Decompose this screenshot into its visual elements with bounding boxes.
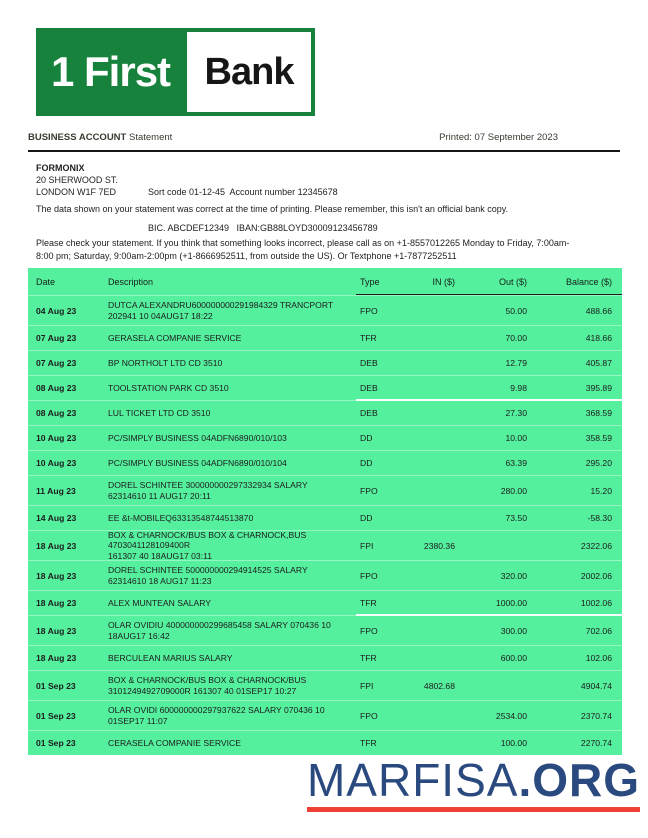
check-statement-note	[36, 237, 636, 262]
cell-type: TFR	[360, 598, 377, 608]
cell-type: DEB	[360, 408, 378, 418]
cell-date: 18 Aug 23	[36, 653, 77, 663]
cell-balance: 2322.06	[580, 540, 612, 551]
cell-out: 300.00	[500, 625, 527, 636]
cell-description: DUTCA ALEXANDRU600000000291984329 TRANCPORT 202941 10 04AUG17 18:22	[108, 300, 334, 321]
cell-date: 01 Sep 23	[36, 710, 76, 721]
cell-out: 2534.00	[495, 710, 527, 721]
cell-description: TOOLSTATION PARK CD 3510	[108, 382, 229, 393]
cell-out: 320.00	[500, 570, 527, 581]
cell-description: BERCULEAN MARIUS SALARY	[108, 652, 233, 663]
table-row	[28, 530, 622, 560]
marfisa-logo	[307, 756, 640, 812]
cell-in: 4802.68	[423, 680, 455, 691]
cell-date: 04 Aug 23	[36, 305, 77, 316]
address-line-2: LONDON W1F 7ED	[36, 187, 117, 197]
cell-in: 2380.36	[423, 540, 455, 551]
check-statement-line-1: Please check your statement. If you think that something looks incorrect, please call as on +1-8557012265 Monday to Friday, 7:00am-	[36, 238, 570, 248]
cell-out: 63.39	[505, 458, 527, 468]
marfisa-wordmark	[307, 756, 640, 804]
col-header-description: Description	[108, 276, 154, 287]
cell-balance: 295.20	[585, 458, 612, 468]
cell-balance: 2370.74	[580, 710, 612, 721]
first-bank-logo	[36, 28, 315, 116]
cell-out: 280.00	[500, 485, 527, 496]
table-row	[28, 400, 622, 425]
cell-type: FPO	[360, 710, 378, 721]
cell-balance: 368.59	[585, 408, 612, 418]
logo-bank-box	[187, 32, 311, 112]
cell-date: 01 Sep 23	[36, 680, 76, 691]
table-row	[28, 615, 622, 645]
cell-type: DEB	[360, 358, 378, 368]
marfisa-brand-main: MARFISA	[306, 754, 519, 806]
cell-balance: 405.87	[585, 358, 612, 368]
cell-out: 100.00	[500, 738, 527, 748]
cell-description: BOX & CHARNOCK/BUS BOX & CHARNOCK,BUS 4703041128109400R 161307 40 18AUG17 03:11	[108, 529, 307, 561]
table-header-row	[28, 268, 622, 295]
cell-description: OLAR OVIDIU 400000000299685458 SALARY 070436 10 18AUG17 16:42	[108, 620, 331, 641]
table-body	[28, 295, 622, 755]
col-header-out: Out ($)	[498, 276, 527, 287]
cell-balance: 1002.06	[580, 598, 612, 608]
logo-first-text: 1 First	[51, 48, 171, 95]
cell-balance: 2270.74	[580, 738, 612, 748]
cell-date: 11 Aug 23	[36, 485, 76, 496]
cell-description: BOX & CHARNOCK/BUS BOX & CHARNOCK/BUS 3101249492709000R 161307 40 01SEP17 10:27	[108, 675, 307, 696]
cell-date: 10 Aug 23	[36, 458, 77, 468]
table-row	[28, 730, 622, 755]
cell-description: DOREL SCHINTEE 500000000294914525 SALARY 62314610 18 AUG17 11:23	[108, 565, 308, 586]
printed-date: Printed: 07 September 2023	[439, 132, 558, 143]
cell-balance: 358.59	[585, 433, 612, 443]
cell-out: 73.50	[505, 513, 527, 523]
table-row	[28, 350, 622, 375]
logo-bank-text: Bank	[204, 50, 294, 93]
table-row	[28, 560, 622, 590]
cell-type: FPI	[360, 680, 374, 691]
cell-description: ALEX MUNTEAN SALARY	[108, 597, 211, 608]
data-correct-note: The data shown on your statement was correct at the time of printing. Please remember, this isn't an official bank copy.	[36, 204, 509, 214]
table-row	[28, 645, 622, 670]
cell-date: 18 Aug 23	[36, 625, 77, 636]
col-header-date: Date	[36, 276, 56, 287]
col-header-in: IN ($)	[432, 276, 455, 287]
cell-type: FPI	[360, 540, 374, 551]
cell-description: LUL TICKET LTD CD 3510	[108, 407, 211, 418]
cell-date: 14 Aug 23	[36, 513, 77, 523]
cell-type: TFR	[360, 653, 377, 663]
cell-date: 08 Aug 23	[36, 408, 77, 418]
cell-balance: 15.20	[590, 485, 612, 496]
cell-out: 600.00	[500, 653, 527, 663]
bic-iban: BIC. ABCDEF12349 IBAN:GB88LOYD30009123456789	[148, 223, 378, 233]
cell-out: 10.00	[505, 433, 527, 443]
statement-title-bold: BUSINESS ACCOUNT	[28, 132, 127, 143]
table-row	[28, 325, 622, 350]
cell-out: 50.00	[505, 305, 527, 316]
marfisa-underline	[307, 807, 640, 812]
cell-balance: -58.30	[587, 513, 612, 523]
statement-header	[28, 132, 620, 143]
cell-balance: 2002.06	[580, 570, 612, 581]
sort-code-account-number: Sort code 01-12-45 Account number 12345678	[148, 187, 338, 197]
cell-date: 07 Aug 23	[36, 358, 77, 368]
cell-out: 9.98	[510, 383, 527, 393]
cell-date: 18 Aug 23	[36, 570, 77, 581]
table-row	[28, 475, 622, 505]
address-line-1: 20 SHERWOOD ST.	[36, 175, 118, 185]
cell-out: 12.79	[505, 358, 527, 368]
table-row	[28, 590, 622, 615]
cell-type: FPO	[360, 305, 378, 316]
cell-type: FPO	[360, 485, 378, 496]
cell-date: 10 Aug 23	[36, 433, 77, 443]
cell-out: 27.30	[505, 408, 527, 418]
cell-balance: 395.89	[585, 383, 612, 393]
marfisa-brand-tld: .ORG	[518, 754, 640, 806]
cell-type: DD	[360, 513, 373, 523]
cell-date: 08 Aug 23	[36, 383, 77, 393]
cell-out: 1000.00	[495, 598, 527, 608]
cell-type: TFR	[360, 738, 377, 748]
header-divider	[28, 150, 620, 152]
table-row	[28, 450, 622, 475]
cell-date: 18 Aug 23	[36, 540, 77, 551]
cell-description: EE &t-MOBILEQ63313548744513870	[108, 512, 254, 523]
table-row	[28, 700, 622, 730]
cell-description: CERASELA COMPANIE SERVICE	[108, 737, 241, 748]
cell-balance: 488.66	[585, 305, 612, 316]
cell-description: OLAR OVIDI 600000000297937622 SALARY 070436 10 01SEP17 11:07	[108, 705, 325, 726]
transactions-table	[28, 268, 622, 755]
cell-balance: 702.06	[585, 625, 612, 636]
cell-description: DOREL SCHINTEE 300000000297332934 SALARY 62314610 11 AUG17 20:11	[108, 480, 308, 501]
table-row	[28, 375, 622, 400]
table-row	[28, 295, 622, 325]
cell-type: FPO	[360, 570, 378, 581]
cell-description: GERASELA COMPANIE SERVICE	[108, 332, 242, 343]
col-header-balance: Balance ($)	[565, 276, 612, 287]
cell-date: 01 Sep 23	[36, 738, 76, 748]
cell-balance: 418.66	[585, 333, 612, 343]
cell-out: 70.00	[505, 333, 527, 343]
cell-description: BP NORTHOLT LTD CD 3510	[108, 357, 223, 368]
cell-date: 18 Aug 23	[36, 598, 77, 608]
cell-description: PC/SIMPLY BUSINESS 04ADFN6890/010/104	[108, 457, 287, 468]
check-statement-line-2: 8:00 pm; Saturday, 9:00am-2:00pm (+1-8666952511, from outside the US). Or Textphone +1-7877252511	[36, 250, 457, 261]
cell-type: FPO	[360, 625, 378, 636]
cell-description: PC/SIMPLY BUSINESS 04ADFN6890/010/103	[108, 432, 287, 443]
cell-balance: 4904.74	[580, 680, 612, 691]
cell-balance: 102.06	[585, 653, 612, 663]
table-row	[28, 425, 622, 450]
statement-title-rest: Statement	[126, 132, 173, 143]
cell-date: 07 Aug 23	[36, 333, 77, 343]
table-row	[28, 505, 622, 530]
account-holder-name: FORMONIX	[36, 163, 85, 173]
cell-type: DD	[360, 433, 373, 443]
cell-type: DD	[360, 458, 373, 468]
cell-type: TFR	[360, 333, 377, 343]
table-row	[28, 670, 622, 700]
cell-type: DEB	[360, 383, 378, 393]
col-header-type: Type	[360, 276, 380, 287]
statement-title	[28, 132, 172, 143]
